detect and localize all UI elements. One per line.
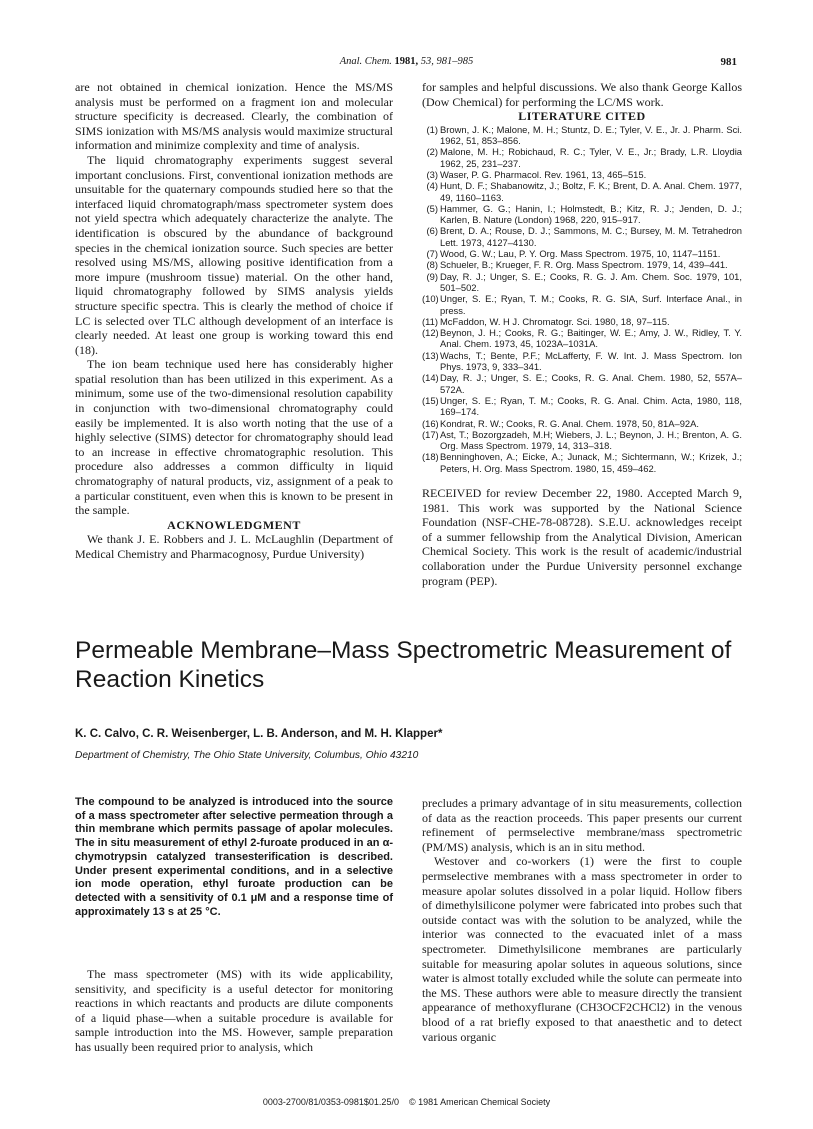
reference-number: (17) <box>422 428 439 440</box>
intro-paragraph-1-continued: precludes a primary advantage of in situ measurements, collection of data as the reaction proceeds. This paper presents our current refinement of permselective membrane/mass spectrometric (PM/MS) analysis, which is an in situ method. <box>422 796 742 854</box>
reference-text: Wood, G. W.; Lau, P. Y. Org. Mass Spectrom. 1975, 10, 1147–1151. <box>440 248 721 260</box>
reference-item <box>422 248 742 259</box>
reference-number: (1) <box>426 123 438 135</box>
reference-number: (14) <box>422 372 439 384</box>
reference-item <box>422 293 742 316</box>
reference-item <box>422 418 742 429</box>
reference-text: Benninghoven, A.; Eicke, A.; Junack, M.; Sichtermann, W.; Krizek, J.; Peters, H. Org. Mass Spectrom. 1980, 15, 459–462. <box>440 451 742 474</box>
reference-text: Kondrat, R. W.; Cooks, R. G. Anal. Chem. 1978, 50, 81A–92A. <box>440 417 699 429</box>
reference-item <box>422 350 742 373</box>
reference-number: (4) <box>426 180 438 192</box>
reference-list <box>422 124 742 474</box>
reference-number: (18) <box>422 451 439 463</box>
reference-number: (7) <box>426 248 438 260</box>
reference-text: Brown, J. K.; Malone, M. H.; Stuntz, D. E.; Tyler, V. E., Jr. J. Pharm. Sci. 1962, 51, 853–856. <box>440 123 742 147</box>
reference-item <box>422 395 742 418</box>
reference-text: McFaddon, W. H J. Chromatogr. Sci. 1980, 18, 97–115. <box>440 315 670 327</box>
page-number: 981 <box>720 56 737 68</box>
paragraph-ion-beam: The ion beam technique used here has considerably higher spatial resolution than has been utilized in this experiment. As a minimum, some use of the two-dimensional resolution capability in conjunction with two-dimensional chromatography could easily be implemented. It is also worth noting that the use of a highly selective (SIMS) detector for chromatography should lead to an increase in effective chromatographic resolution. This procedure also addresses a common difficulty in liquid chromatography of natural products, viz, assignment of a peak to a particular constituent, even when this is known to be present in the sample. <box>75 357 393 518</box>
acknowledgment-continued: for samples and helpful discussions. We also thank George Kallos (Dow Chemical) for performing the LC/MS work. <box>422 80 742 109</box>
reference-item <box>422 225 742 248</box>
reference-text: Malone, M. H.; Robichaud, R. C.; Tyler, V. E., Jr.; Brady, L.R. Lloydia 1962, 25, 231–237. <box>440 146 742 169</box>
footer-code: 0003-2700/81/0353-0981$01.25/0 <box>262 1097 399 1107</box>
reference-text: Brent, D. A.; Rouse, D. J.; Sammons, M. C.; Bursey, M. M. Tetrahedron Lett. 1973, 4127–4130. <box>440 225 742 248</box>
page-footer <box>0 1097 813 1107</box>
reference-text: Hammer, G. G.; Hanin, I.; Holmstedt, B.; Kitz, R. J.; Jenden, D. J.; Karlen, B. Nature (London) 1968, 220, 915–917. <box>440 202 742 226</box>
paragraph-lc-experiments: The liquid chromatography experiments suggest several important conclusions. First, conventional ionization methods are unsuitable for the quaternary compounds studied here so that the interfaced liquid chromatograph/mass spectrometer system does not yield spectra which adequately characterize the analyte. The identification is obscured by the abundance of background species in the chemical ionization source. Such species are better resolved using MS/MS, allowing positive identification from a more impure (mushroom tissue) material. On the other hand, liquid chromatography followed by SIMS analysis yields structure specific spectra. This is clearly the method of choice if LC is selected over TLC although development of an interface is clearly needed. At least one group is working toward this end (18). <box>75 152 393 357</box>
reference-item <box>422 316 742 327</box>
reference-text: Hunt, D. F.; Shabanowitz, J.; Boltz, F. K.; Brent, D. A. Anal. Chem. 1977, 49, 1160–1163. <box>440 180 742 203</box>
journal-citation <box>0 56 813 67</box>
reference-item <box>422 146 742 169</box>
reference-number: (9) <box>426 270 438 282</box>
reference-text: Wachs, T.; Bente, P.F.; McLafferty, F. W. Int. J. Mass Spectrom. Ion Phys. 1973, 9, 333–341. <box>440 349 742 373</box>
received-note: RECEIVED for review December 22, 1980. Accepted March 9, 1981. This work was supported by the National Science Foundation (NSF-CHE-78-08728). S.E.U. acknowledges receipt of a summer fellowship from the Analytical Division, American Chemical Society. This work is the result of academic/industrial collaboration under the Purdue University personnel exchange program (PEP). <box>422 485 742 588</box>
reference-text: Day, R. J.; Unger, S. E.; Cooks, R. G. Anal. Chem. 1980, 52, 557A–572A. <box>440 372 742 395</box>
reference-number: (15) <box>422 394 439 406</box>
literature-cited-heading: LITERATURE CITED <box>518 109 646 124</box>
reference-number: (5) <box>426 202 438 214</box>
reference-number: (3) <box>426 168 438 180</box>
reference-item <box>422 271 742 294</box>
reference-text: Unger, S. E.; Ryan, T. M.; Cooks, R. G. SIA, Surf. Interface Anal., in press. <box>440 293 742 316</box>
intro-paragraph-1: The mass spectrometer (MS) with its wide applicability, sensitivity, and specificity is a useful detector for monitoring reactions in which reactants and products are dilute components of a liquid phase—when a suitable procedure is available for sample introduction into the MS. However, sample preparation has usually been required prior to analysis, which <box>75 967 393 1054</box>
reference-item <box>422 259 742 270</box>
article-title: Permeable Membrane–Mass Spectrometric Measurement of Reaction Kinetics <box>75 637 732 693</box>
intro-paragraph-2: Westover and co-workers (1) were the first to couple permselective membranes with a mass spectrometer in order to measure apolar solutes dissolved in a polar liquid. Hollow fibers of dimethylsilicone polymer were fabricated into probes such that outside contact was with the solution to be analyzed, while the interior was connected to the evacuated inlet of a mass spectrometer. Dimethylsilicone membranes are particularly suitable for measuring apolar solutes in aqueous solutions, since water is almost totally excluded while the solute can permeate into the MS. These authors were able to measure directly the transient appearance of methoxyflurane (CH3OCF2CHCl2) in the venous blood of a rat briefly exposed to that anaesthetic and to detect various organic <box>422 854 742 1044</box>
right-column-top <box>422 80 742 588</box>
reference-text: Unger, S. E.; Ryan, T. M.; Cooks, R. G. Anal. Chim. Acta, 1980, 118, 169–174. <box>440 394 742 418</box>
reference-text: Ast, T.; Bozorgzadeh, M.H; Wiebers, J. L.; Beynon, J. H.; Brenton, A. G. Org. Mass Spectrom. 1979, 14, 313–318. <box>440 428 742 452</box>
reference-item <box>422 429 742 452</box>
reference-number: (13) <box>422 349 439 361</box>
reference-text: Waser, P. G. Pharmacol. Rev. 1961, 13, 465–515. <box>440 168 647 180</box>
reference-number: (10) <box>422 293 439 305</box>
reference-number: (8) <box>426 259 438 271</box>
journal-name: Anal. Chem. <box>339 56 392 67</box>
reference-number: (12) <box>422 327 439 339</box>
reference-number: (2) <box>426 146 438 158</box>
article-authors: K. C. Calvo, C. R. Weisenberger, L. B. Anderson, and M. H. Klapper* <box>75 728 443 740</box>
acknowledgment-text: We thank J. E. Robbers and J. L. McLaughlin (Department of Medical Chemistry and Pharmacognosy, Purdue University) <box>75 532 393 561</box>
journal-pages: 981–985 <box>436 56 474 67</box>
reference-number: (6) <box>426 225 438 237</box>
journal-volume: 53, <box>420 56 434 67</box>
reference-item <box>422 180 742 203</box>
reference-number: (16) <box>422 417 439 429</box>
left-column-top <box>75 80 393 562</box>
acknowledgment-heading: ACKNOWLEDGMENT <box>167 517 301 532</box>
reference-item <box>422 327 742 350</box>
article-abstract: The compound to be analyzed is introduced into the source of a mass spectrometer after selective permeation through a thin membrane which permits passage of apolar molecules. The in situ measurement of ethyl 2-furoate produced in an α-chymotrypsin catalyzed transesterification is described. Under present experimental conditions, and in a selective ion mode operation, ethyl furoate production can be detected with a sensitivity of 0.1 μM and a response time of approximately 13 s at 25 °C. <box>75 796 393 918</box>
footer-copyright: © 1981 American Chemical Society <box>408 1097 551 1107</box>
reference-text: Beynon, J. H.; Cooks, R. G.; Baitinger, W. E.; Amy, J. W., Ridley, T. Y. Anal. Chem. 1973, 45, 1023A–1031A. <box>440 327 742 350</box>
reference-text: Day, R. J.; Unger, S. E.; Cooks, R. G. J. Am. Chem. Soc. 1979, 101, 501–502. <box>440 270 742 293</box>
intro-right-column <box>422 796 742 1044</box>
reference-item <box>422 124 742 147</box>
reference-text: Schueler, B.; Krueger, F. R. Org. Mass Spectrom. 1979, 14, 439–441. <box>440 259 728 271</box>
reference-item <box>422 372 742 395</box>
reference-item <box>422 203 742 226</box>
reference-item <box>422 451 742 474</box>
intro-left-column <box>75 967 393 1055</box>
article-affiliation: Department of Chemistry, The Ohio State University, Columbus, Ohio 43210 <box>75 750 419 761</box>
paragraph-continued: are not obtained in chemical ionization. Hence the MS/MS analysis must be performed on a fragment ion and molecular structure specificity is decreased. Clearly, the combination of SIMS ionization with MS/MS analysis would maximize structural information and minimize complexity and time of analysis. <box>75 80 393 153</box>
reference-item <box>422 169 742 180</box>
journal-year: 1981, <box>394 56 419 67</box>
reference-number: (11) <box>422 315 438 327</box>
